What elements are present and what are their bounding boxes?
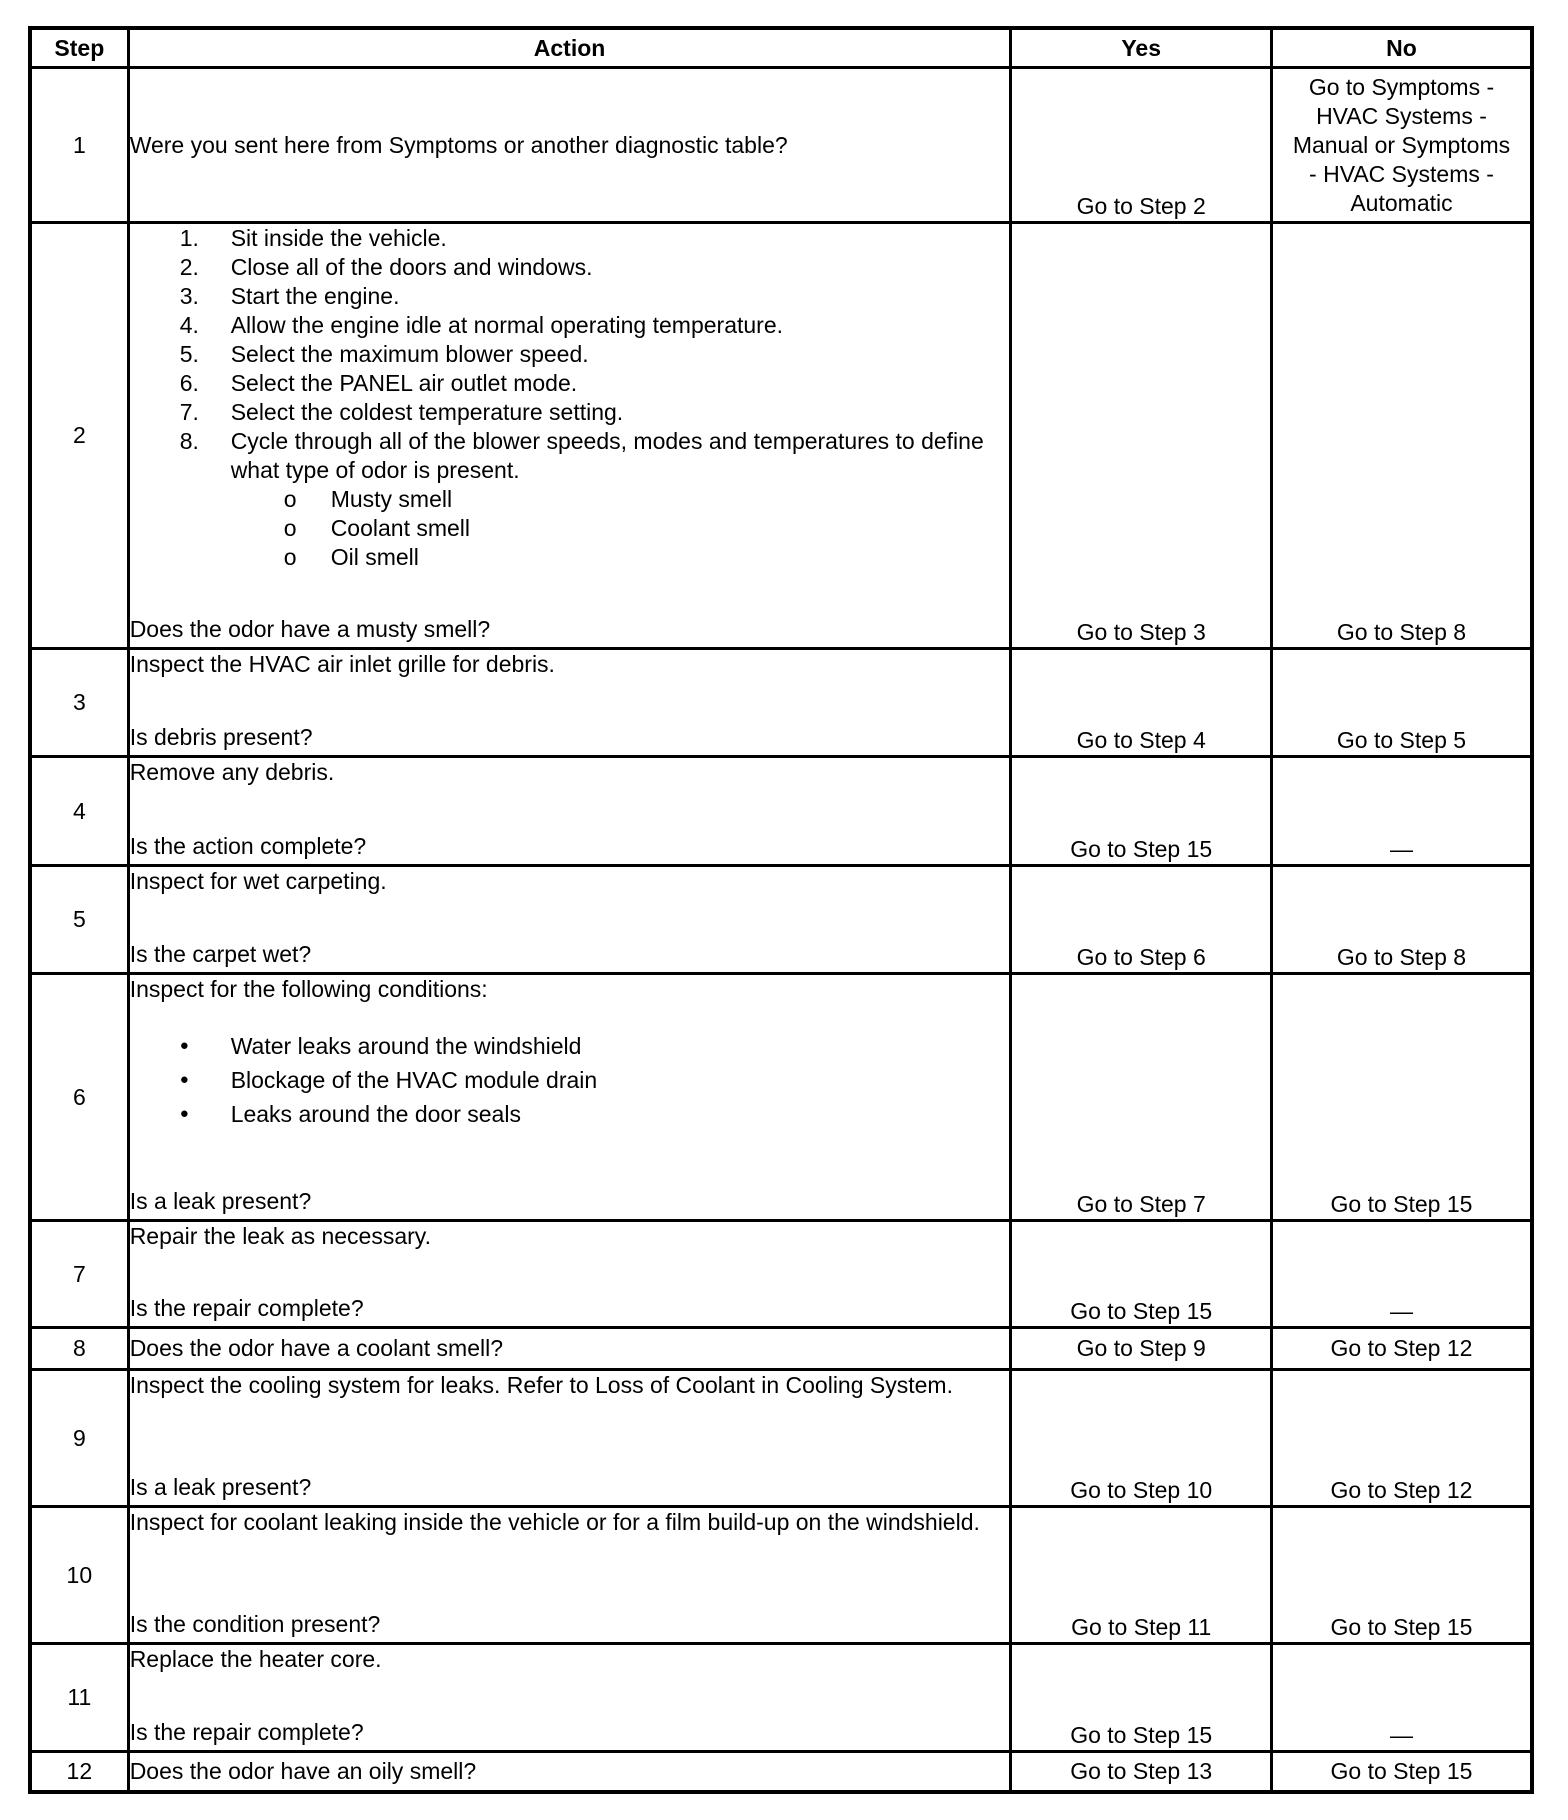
step-number: 12 [30, 1752, 128, 1792]
bullet-list [130, 1029, 1010, 1131]
action-text: Inspect for the following conditions: [129, 976, 488, 1002]
action-cell [128, 1328, 1011, 1370]
action-text: Inspect for coolant leaking inside the vehicle or for a film build-up on the windshield. [129, 1509, 980, 1535]
list-item: 8. Cycle through all of the blower speeds, modes and temperatures to define what type of odor is present. [179, 428, 984, 483]
action-cell [128, 649, 1011, 757]
action-question: Is the repair complete? [129, 1719, 364, 1745]
header-no: No [1271, 28, 1532, 68]
list-item: 1. Sit inside the vehicle. [179, 225, 447, 251]
header-yes: Yes [1011, 28, 1272, 68]
action-cell [128, 1644, 1011, 1752]
numbered-list [130, 224, 1010, 485]
action-text: Replace the heater core. [129, 1646, 382, 1672]
action-cell [128, 68, 1011, 223]
table-row [30, 1644, 1532, 1752]
action-cell [128, 757, 1011, 866]
yes-cell: Go to Step 11 [1011, 1507, 1272, 1644]
step-number: 5 [30, 866, 128, 974]
no-cell: Go to Step 8 [1271, 223, 1532, 649]
yes-cell: Go to Step 10 [1011, 1370, 1272, 1507]
step-number: 4 [30, 757, 128, 866]
step-number: 10 [30, 1507, 128, 1644]
action-question: Is debris present? [129, 724, 313, 750]
step-number: 3 [30, 649, 128, 757]
yes-cell: Go to Step 9 [1011, 1328, 1272, 1370]
yes-cell: Go to Step 2 [1011, 68, 1272, 223]
action-text: Remove any debris. [129, 759, 335, 785]
table-row [30, 974, 1532, 1221]
header-step: Step [30, 28, 128, 68]
action-cell [128, 223, 1011, 649]
no-cell: — [1271, 1644, 1532, 1752]
sub-list [130, 485, 1010, 572]
yes-cell: Go to Step 15 [1011, 1644, 1272, 1752]
list-item: 7. Select the coldest temperature setting. [179, 399, 624, 425]
action-question: Does the odor have a musty smell? [129, 616, 491, 642]
action-question: Does the odor have an oily smell? [129, 1757, 477, 1784]
yes-cell: Go to Step 3 [1011, 223, 1272, 649]
table-row [30, 649, 1532, 757]
table-row [30, 1507, 1532, 1644]
action-question: Is the repair complete? [129, 1295, 364, 1321]
no-line: Go to Symptoms - [1308, 73, 1495, 100]
table-row [30, 223, 1532, 649]
sub-item: o Oil smell [130, 543, 1010, 572]
action-text: Inspect for wet carpeting. [129, 868, 387, 894]
sub-item: o Coolant smell [130, 514, 1010, 543]
table-row [30, 1370, 1532, 1507]
step-number: 9 [30, 1370, 128, 1507]
yes-cell: Go to Step 15 [1011, 1221, 1272, 1328]
table-row [30, 866, 1532, 974]
action-cell [128, 1507, 1011, 1644]
no-cell: — [1271, 757, 1532, 866]
no-line: - HVAC Systems - [1309, 160, 1494, 187]
table-row [30, 757, 1532, 866]
no-cell: Go to Step 15 [1271, 1752, 1532, 1792]
no-cell: Go to Step 15 [1271, 974, 1532, 1221]
action-question: Is the condition present? [129, 1611, 381, 1637]
bullet-item: ● Leaks around the door seals [130, 1097, 1010, 1131]
header-row [30, 28, 1532, 68]
list-item: 2. Close all of the doors and windows. [179, 254, 593, 280]
list-item: 5. Select the maximum blower speed. [179, 341, 589, 367]
yes-cell: Go to Step 6 [1011, 866, 1272, 974]
action-question: Does the odor have a coolant smell? [129, 1335, 504, 1361]
action-question: Is the action complete? [129, 833, 367, 859]
no-line: HVAC Systems - [1316, 102, 1487, 129]
table-row [30, 1328, 1532, 1370]
table-row [30, 68, 1532, 223]
no-cell: Go to Step 8 [1271, 866, 1532, 974]
action-cell [128, 1221, 1011, 1328]
action-cell [128, 974, 1011, 1221]
no-cell: — [1271, 1221, 1532, 1328]
action-question: Is the carpet wet? [129, 941, 312, 967]
list-item: 4. Allow the engine idle at normal operating temperature. [179, 312, 784, 338]
no-cell: Go to Step 15 [1271, 1507, 1532, 1644]
action-question: Is a leak present? [129, 1474, 312, 1500]
yes-cell: Go to Step 4 [1011, 649, 1272, 757]
step-number: 6 [30, 974, 128, 1221]
no-cell: Go to Step 12 [1271, 1370, 1532, 1507]
action-cell [128, 1752, 1011, 1792]
no-cell [1271, 68, 1532, 223]
action-text: Inspect the cooling system for leaks. Refer to Loss of Coolant in Cooling System. [129, 1372, 953, 1398]
table-row [30, 1221, 1532, 1328]
action-cell [128, 866, 1011, 974]
bullet-item: ● Blockage of the HVAC module drain [130, 1063, 1010, 1097]
action-question: Were you sent here from Symptoms or another diagnostic table? [129, 131, 788, 158]
table-row [30, 1752, 1532, 1792]
step-number: 2 [30, 223, 128, 649]
no-cell: Go to Step 12 [1271, 1328, 1532, 1370]
step-number: 1 [30, 68, 128, 223]
list-item: 3. Start the engine. [179, 283, 400, 309]
no-line: Manual or Symptoms [1292, 131, 1511, 158]
sub-item: o Musty smell [130, 485, 1010, 514]
step-number: 11 [30, 1644, 128, 1752]
action-text: Inspect the HVAC air inlet grille for debris. [129, 651, 555, 677]
action-question: Is a leak present? [129, 1188, 312, 1214]
step-number: 7 [30, 1221, 128, 1328]
no-line: Automatic [1350, 189, 1453, 216]
bullet-item: ● Water leaks around the windshield [130, 1029, 1010, 1063]
yes-cell: Go to Step 15 [1011, 757, 1272, 866]
list-item: 6. Select the PANEL air outlet mode. [179, 370, 578, 396]
step-number: 8 [30, 1328, 128, 1370]
action-cell [128, 1370, 1011, 1507]
yes-cell: Go to Step 7 [1011, 974, 1272, 1221]
action-text: Repair the leak as necessary. [129, 1223, 431, 1249]
header-action: Action [128, 28, 1011, 68]
diagnostic-table [28, 26, 1534, 1794]
yes-cell: Go to Step 13 [1011, 1752, 1272, 1792]
no-cell: Go to Step 5 [1271, 649, 1532, 757]
